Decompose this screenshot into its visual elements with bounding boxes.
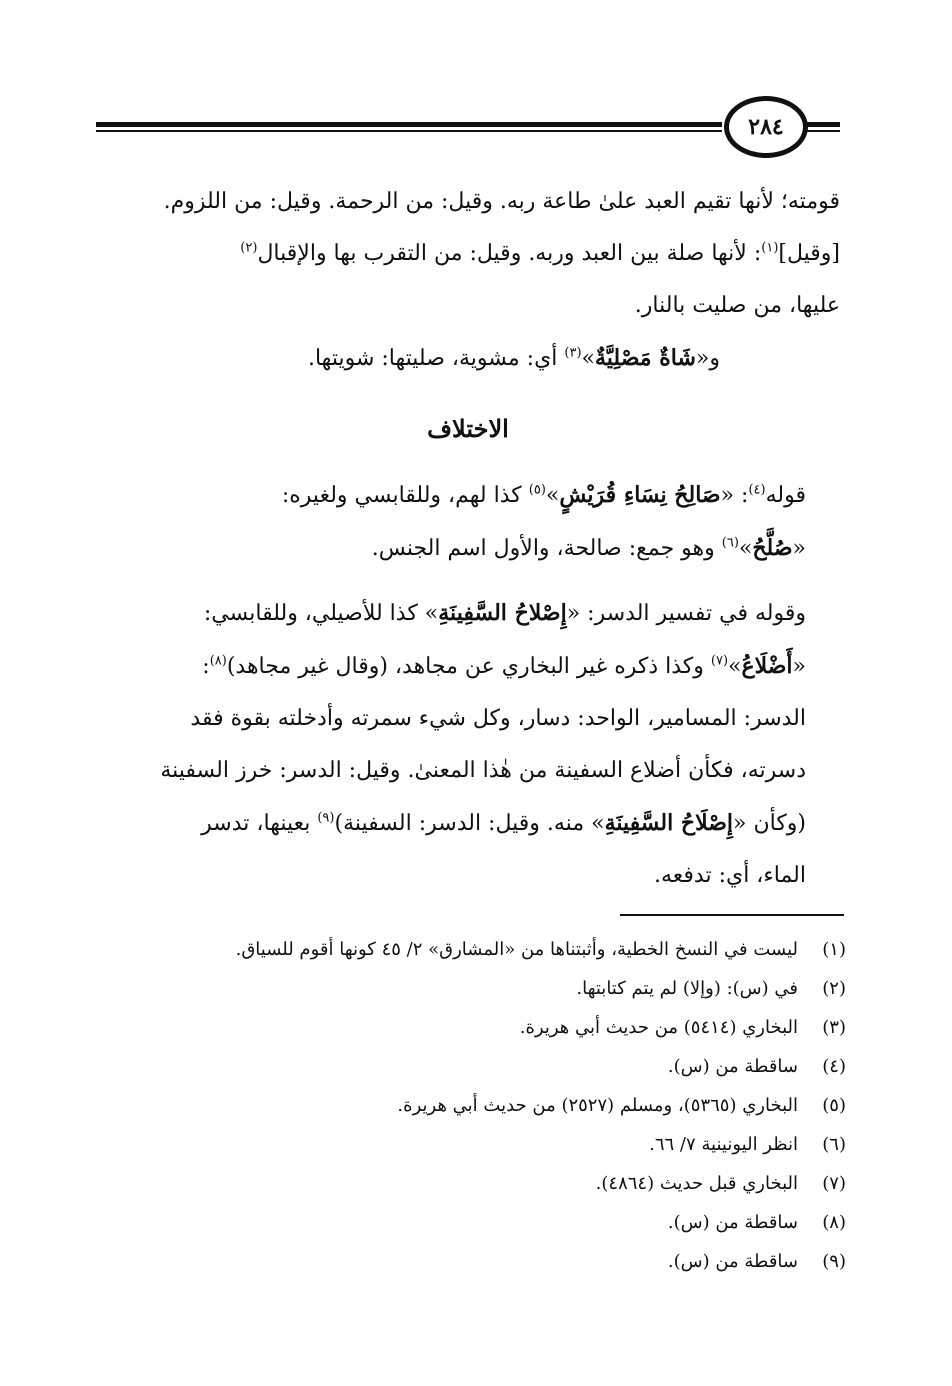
text-segment: » [545, 483, 560, 508]
footnote-text: ساقطة من (س). [667, 1251, 798, 1272]
footnote-ref: (١) [761, 240, 779, 256]
footnote-number: (٤) [822, 1056, 846, 1077]
footnote-item [96, 1125, 846, 1164]
footnote-ref: (٩) [317, 810, 335, 826]
header-rule [96, 122, 722, 127]
footnote-text: ليست في النسخ الخطية، وأثبتناها من «المشارق» ٢/ ٤٥ كونها أقوم للسياق. [235, 939, 798, 960]
footnote-separator [620, 914, 844, 916]
text-segment: » [728, 654, 742, 679]
text-line: قومته؛ لأنها تقيم العبد علىٰ طاعة ربه. وقيل: من الرحمة. وقيل: من اللزوم. [163, 189, 840, 214]
footnote-item [96, 969, 846, 1008]
text-segment: وهو جمع: صالحة، والأول اسم الجنس. [371, 536, 722, 561]
text-line: عليها، من صليت بالنار. [634, 293, 840, 318]
text-segment: : لأنها صلة بين العبد وربه. وقيل: من التقرب بها والإقبال [257, 241, 762, 266]
text-segment: : [202, 654, 210, 679]
text-line: الماء، أي: تدفعه. [653, 863, 806, 888]
paragraph-2 [96, 332, 840, 385]
footnote-text: في (س): (وإلا) لم يتم كتابتها. [576, 978, 798, 999]
footnote-ref: (٣) [564, 345, 582, 361]
footnote-item [96, 1086, 846, 1125]
footnote-text: ساقطة من (س). [667, 1212, 798, 1233]
paragraph-3 [96, 469, 840, 575]
header-rule-tail-thin [806, 130, 840, 132]
footnote-ref: (٦) [721, 535, 739, 551]
text-segment: وكذا ذكره غير البخاري عن مجاهد، (وقال غير مجاهد) [226, 654, 711, 679]
text-segment: قوله [765, 483, 806, 508]
bold-term: أَضْلَاعُ [741, 653, 793, 679]
bold-term: شَاةٌ مَصْلِيَّةٌ [595, 345, 696, 371]
text-segment: وقوله في تفسير الدسر: « [566, 601, 806, 626]
bold-term: صُلَّحُ [752, 535, 793, 561]
footnotes [96, 930, 846, 1281]
paragraph-1 [96, 176, 840, 332]
footnote-number: (٥) [822, 1095, 846, 1116]
text-line: دسرته، فكأن أضلاع السفينة من هٰذا المعنىٰ. وقيل: الدسر: خرز السفينة [160, 758, 806, 783]
text-segment: (وكأن « [733, 811, 806, 836]
page-number: ٢٨٤ [724, 96, 808, 158]
text-segment: : « [720, 483, 749, 508]
text-segment: و« [695, 346, 720, 371]
footnote-text: انظر اليونينية ٧/ ٦٦. [649, 1134, 798, 1155]
text-segment: كذا لهم، وللقابسي ولغيره: [281, 483, 529, 508]
section-title: الاختلاف [427, 414, 509, 443]
footnote-number: (٩) [822, 1251, 846, 1272]
text-segment: » [738, 536, 753, 561]
footnote-text: ساقطة من (س). [667, 1056, 798, 1077]
footnote-number: (١) [822, 939, 846, 960]
footnote-number: (٣) [822, 1017, 846, 1038]
text-segment: « [792, 536, 806, 561]
footnote-item [96, 1008, 846, 1047]
text-segment: » [581, 346, 595, 371]
text-segment: [وقيل] [778, 241, 840, 266]
footnote-text: البخاري (٥٣٦٥)، ومسلم (٢٥٢٧) من حديث أبي هريرة. [397, 1095, 798, 1116]
paragraph-4 [96, 587, 840, 902]
bold-term: إِصْلاحُ السَّفِينَةِ [438, 600, 567, 626]
footnote-text: البخاري (٥٤١٤) من حديث أبي هريرة. [519, 1017, 798, 1038]
footnote-item [96, 1203, 846, 1242]
text-segment: بعينها، تدسر [201, 811, 318, 836]
footnote-item [96, 1164, 846, 1203]
main-text [96, 176, 840, 902]
footnote-text: البخاري قبل حديث (٤٨٦٤). [595, 1173, 798, 1194]
footnote-item [96, 930, 846, 969]
footnote-ref: (٧) [710, 653, 729, 669]
footnote-number: (٦) [822, 1134, 846, 1155]
text-segment: » منه. وقيل: الدسر: السفينة) [334, 811, 605, 836]
footnote-number: (٧) [822, 1173, 846, 1194]
header-rule-thin [96, 130, 722, 132]
footnote-item [96, 1047, 846, 1086]
page-header [96, 96, 840, 164]
header-rule-tail [806, 122, 840, 127]
text-segment: « [792, 654, 806, 679]
footnote-item [96, 1242, 846, 1281]
text-segment: أي: مشوية، صليتها: شويتها. [307, 346, 565, 371]
footnote-ref: (٥) [528, 482, 546, 498]
text-segment: » كذا للأصيلي، وللقابسي: [203, 601, 439, 626]
footnote-number: (٨) [822, 1212, 846, 1233]
footnote-ref: (٤) [748, 482, 766, 498]
bold-term: إِصْلَاحُ السَّفِينَةِ [604, 810, 733, 836]
footnote-ref: (٢) [240, 240, 258, 256]
text-line: الدسر: المسامير، الواحد: دسار، وكل شيء سمرته وأدخلته بقوة فقد [190, 706, 806, 731]
bold-term: صَالِحُ نِسَاءِ قُرَيْشٍ [559, 482, 721, 508]
footnote-number: (٢) [822, 978, 846, 999]
footnote-ref: (٨) [209, 653, 227, 669]
